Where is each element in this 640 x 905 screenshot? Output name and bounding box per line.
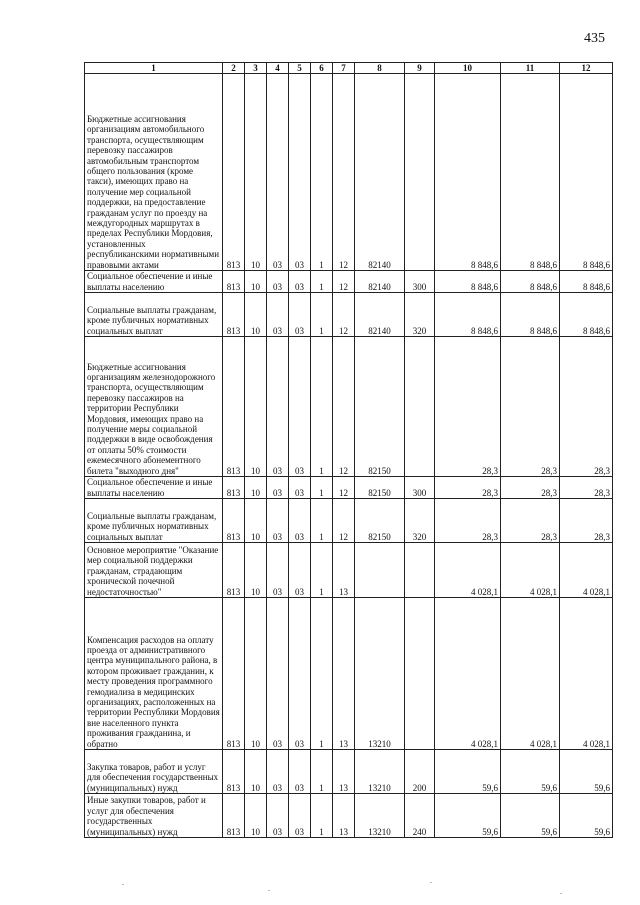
cell-direction: 82150 — [355, 477, 405, 499]
cell-admin: 813 — [223, 499, 245, 543]
cell-amount-2: 59,6 — [501, 750, 560, 794]
cell-direction: 13210 — [355, 598, 405, 750]
cell-direction: 82140 — [355, 293, 405, 337]
cell-event: 12 — [333, 337, 355, 477]
cell-section: 10 — [245, 543, 267, 598]
cell-expense-type: 320 — [405, 293, 435, 337]
cell-subprogram: 1 — [311, 293, 333, 337]
cell-amount-1: 28,3 — [435, 499, 501, 543]
cell-amount-1: 59,6 — [435, 750, 501, 794]
cell-program: 03 — [289, 271, 311, 293]
cell-program: 03 — [289, 499, 311, 543]
cell-section: 10 — [245, 598, 267, 750]
cell-event: 12 — [333, 74, 355, 271]
item-name: Социальные выплаты гражданам, кроме публичных нормативных социальных выплат — [85, 293, 223, 337]
item-name: Бюджетные ассигнования организациям автомобильного транспорта, осуществляющим перевозку пассажиров автомобильным транспортом общего пользования (кроме такси), имеющих право на получение мер социальной поддержки, на предоставление гражданам услуг по проезду на междугородных маршрутах в пределах Республики Мордовия, установленных республиканскими нормативными правовыми актами — [85, 74, 223, 271]
cell-expense-type — [405, 74, 435, 271]
scan-speck — [122, 884, 124, 885]
cell-admin: 813 — [223, 543, 245, 598]
cell-subprogram: 1 — [311, 337, 333, 477]
cell-subsection: 03 — [267, 74, 289, 271]
cell-section: 10 — [245, 271, 267, 293]
cell-amount-3: 28,3 — [560, 337, 613, 477]
cell-amount-2: 8 848,6 — [501, 271, 560, 293]
cell-direction: 82140 — [355, 74, 405, 271]
cell-amount-3: 59,6 — [560, 794, 613, 838]
column-header: 8 — [355, 63, 405, 74]
table-row — [85, 477, 613, 499]
cell-amount-3: 8 848,6 — [560, 74, 613, 271]
cell-amount-1: 28,3 — [435, 477, 501, 499]
cell-subsection: 03 — [267, 794, 289, 838]
cell-section: 10 — [245, 337, 267, 477]
cell-amount-2: 4 028,1 — [501, 543, 560, 598]
cell-section: 10 — [245, 74, 267, 271]
cell-amount-1: 59,6 — [435, 794, 501, 838]
cell-subprogram: 1 — [311, 271, 333, 293]
table-row — [85, 750, 613, 794]
column-header: 11 — [501, 63, 560, 74]
cell-amount-2: 59,6 — [501, 794, 560, 838]
item-name: Бюджетные ассигнования организациям железнодорожного транспорта, осуществляющим перевозку пассажиров на территории Республики Мордовия, имеющих право на получение меры социальной поддержки в виде освобождения от оплаты 50% стоимости ежемесячного абонементного билета "выходного дня" — [85, 337, 223, 477]
column-header: 5 — [289, 63, 311, 74]
cell-admin: 813 — [223, 598, 245, 750]
cell-event: 12 — [333, 477, 355, 499]
cell-direction: 82150 — [355, 337, 405, 477]
cell-admin: 813 — [223, 271, 245, 293]
cell-amount-3: 4 028,1 — [560, 543, 613, 598]
table-row — [85, 74, 613, 271]
cell-amount-1: 8 848,6 — [435, 271, 501, 293]
cell-section: 10 — [245, 794, 267, 838]
cell-subsection: 03 — [267, 477, 289, 499]
cell-amount-3: 59,6 — [560, 750, 613, 794]
item-name: Социальное обеспечение и иные выплаты населению — [85, 271, 223, 293]
cell-program: 03 — [289, 543, 311, 598]
cell-admin: 813 — [223, 337, 245, 477]
cell-amount-3: 8 848,6 — [560, 271, 613, 293]
table-row — [85, 337, 613, 477]
scan-speck — [268, 890, 270, 891]
budget-table — [84, 62, 613, 838]
cell-event: 13 — [333, 598, 355, 750]
cell-expense-type — [405, 543, 435, 598]
item-name: Иные закупки товаров, работ и услуг для обеспечения государственных (муниципальных) нужд — [85, 794, 223, 838]
cell-expense-type — [405, 337, 435, 477]
cell-program: 03 — [289, 337, 311, 477]
cell-amount-2: 28,3 — [501, 499, 560, 543]
cell-amount-2: 8 848,6 — [501, 293, 560, 337]
cell-amount-3: 28,3 — [560, 477, 613, 499]
cell-expense-type: 240 — [405, 794, 435, 838]
scan-speck — [430, 882, 432, 883]
cell-event: 12 — [333, 499, 355, 543]
cell-section: 10 — [245, 750, 267, 794]
scan-speck — [560, 893, 562, 894]
cell-subprogram: 1 — [311, 477, 333, 499]
cell-event: 13 — [333, 750, 355, 794]
item-name: Основное мероприятие "Оказание мер социальной поддержки гражданам, страдающим хронической почечной недостаточностью" — [85, 543, 223, 598]
cell-direction: 13210 — [355, 794, 405, 838]
column-header: 10 — [435, 63, 501, 74]
cell-admin: 813 — [223, 477, 245, 499]
column-header: 6 — [311, 63, 333, 74]
cell-subprogram: 1 — [311, 750, 333, 794]
cell-subsection: 03 — [267, 543, 289, 598]
cell-expense-type: 300 — [405, 271, 435, 293]
cell-amount-1: 4 028,1 — [435, 543, 501, 598]
cell-amount-2: 8 848,6 — [501, 74, 560, 271]
cell-direction: 82150 — [355, 499, 405, 543]
column-header: 2 — [223, 63, 245, 74]
cell-subsection: 03 — [267, 750, 289, 794]
column-header: 7 — [333, 63, 355, 74]
cell-amount-2: 28,3 — [501, 477, 560, 499]
cell-amount-3: 28,3 — [560, 499, 613, 543]
cell-amount-3: 8 848,6 — [560, 293, 613, 337]
cell-admin: 813 — [223, 794, 245, 838]
cell-amount-1: 8 848,6 — [435, 293, 501, 337]
cell-section: 10 — [245, 477, 267, 499]
column-header: 12 — [560, 63, 613, 74]
cell-subprogram: 1 — [311, 543, 333, 598]
cell-event: 12 — [333, 293, 355, 337]
header-row — [85, 63, 613, 74]
cell-event: 13 — [333, 794, 355, 838]
table-row — [85, 598, 613, 750]
table-row — [85, 794, 613, 838]
cell-amount-1: 28,3 — [435, 337, 501, 477]
table-body — [85, 74, 613, 838]
cell-subsection: 03 — [267, 337, 289, 477]
cell-subprogram: 1 — [311, 74, 333, 271]
cell-subprogram: 1 — [311, 499, 333, 543]
page-number: 435 — [584, 31, 605, 46]
cell-admin: 813 — [223, 74, 245, 271]
cell-amount-3: 4 028,1 — [560, 598, 613, 750]
cell-direction: 13210 — [355, 750, 405, 794]
column-header: 1 — [85, 63, 223, 74]
cell-program: 03 — [289, 293, 311, 337]
item-name: Социальные выплаты гражданам, кроме публичных нормативных социальных выплат — [85, 499, 223, 543]
cell-subprogram: 1 — [311, 598, 333, 750]
cell-subsection: 03 — [267, 499, 289, 543]
cell-direction: 82140 — [355, 271, 405, 293]
item-name: Компенсация расходов на оплату проезда от административного центра муниципального района, в котором проживает гражданин, к месту проведения программного гемодиализа в медицинских организациях, расположенных на территории Республики Мордовия вне населенного пункта проживания гражданина, и обратно — [85, 598, 223, 750]
cell-subsection: 03 — [267, 293, 289, 337]
cell-direction — [355, 543, 405, 598]
item-name: Социальное обеспечение и иные выплаты населению — [85, 477, 223, 499]
cell-amount-1: 4 028,1 — [435, 598, 501, 750]
table-row — [85, 293, 613, 337]
table-row — [85, 543, 613, 598]
cell-admin: 813 — [223, 750, 245, 794]
cell-admin: 813 — [223, 293, 245, 337]
cell-expense-type — [405, 598, 435, 750]
cell-section: 10 — [245, 499, 267, 543]
cell-subprogram: 1 — [311, 794, 333, 838]
cell-subsection: 03 — [267, 598, 289, 750]
cell-event: 13 — [333, 543, 355, 598]
cell-section: 10 — [245, 293, 267, 337]
cell-expense-type: 200 — [405, 750, 435, 794]
cell-program: 03 — [289, 74, 311, 271]
cell-program: 03 — [289, 477, 311, 499]
column-header: 3 — [245, 63, 267, 74]
column-header: 9 — [405, 63, 435, 74]
cell-event: 12 — [333, 271, 355, 293]
cell-program: 03 — [289, 598, 311, 750]
cell-expense-type: 320 — [405, 499, 435, 543]
item-name: Закупка товаров, работ и услуг для обеспечения государственных (муниципальных) нужд — [85, 750, 223, 794]
cell-amount-2: 28,3 — [501, 337, 560, 477]
cell-amount-2: 4 028,1 — [501, 598, 560, 750]
cell-subsection: 03 — [267, 271, 289, 293]
cell-program: 03 — [289, 750, 311, 794]
column-header: 4 — [267, 63, 289, 74]
cell-program: 03 — [289, 794, 311, 838]
cell-amount-1: 8 848,6 — [435, 74, 501, 271]
table-row — [85, 499, 613, 543]
cell-expense-type: 300 — [405, 477, 435, 499]
table-row — [85, 271, 613, 293]
